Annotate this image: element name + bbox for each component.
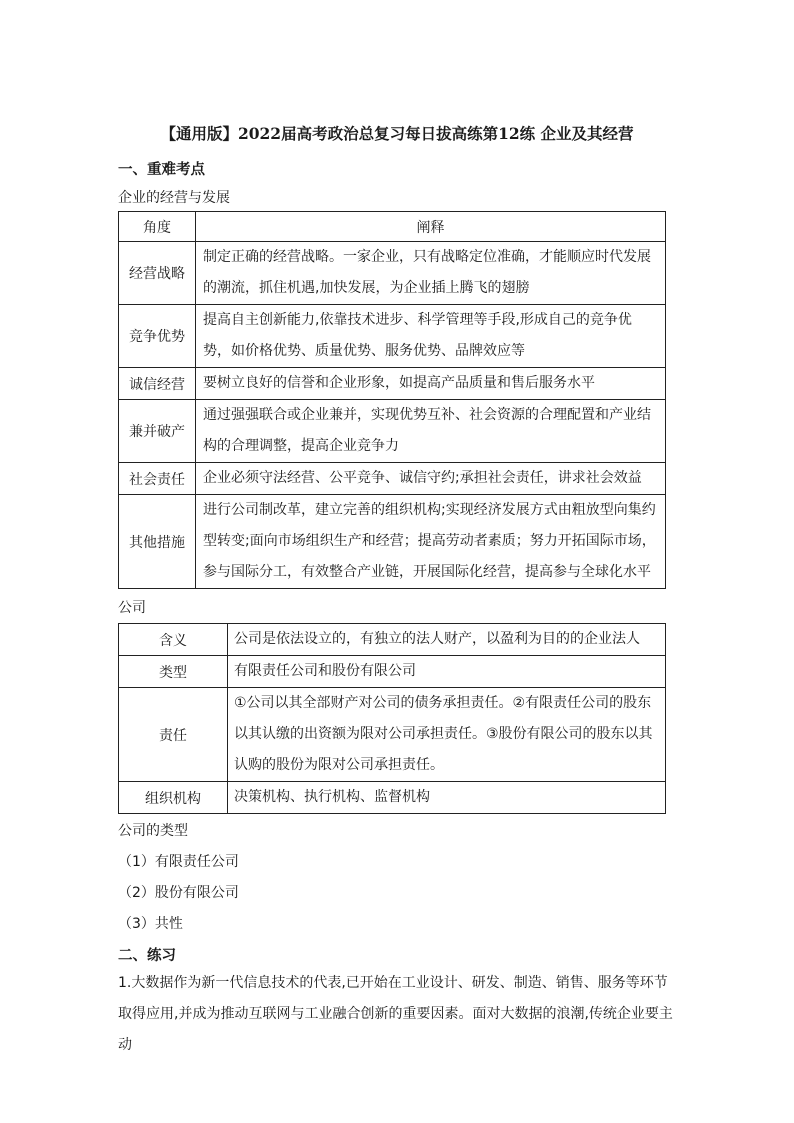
row-key: 类型 [119, 656, 228, 688]
row-value: 提高自主创新能力,依靠技术进步、科学管理等手段,形成自己的竞争优势，如价格优势、质量优势、服务优势、品牌效应等 [196, 305, 666, 368]
row-key: 社会责任 [119, 463, 196, 495]
row-value: 进行公司制改革，建立完善的组织机构;实现经济发展方式由粗放型向集约型转变;面向市场组织生产和经营；提高劳动者素质；努力开拓国际市场，参与国际分工，有效整合产业链，开展国际化经营，提高参与全球化水平 [196, 495, 666, 589]
subheading-enterprise-development: 企业的经营与发展 [118, 190, 230, 206]
table-row [119, 782, 666, 814]
table-row [119, 305, 666, 368]
row-key: 诚信经营 [119, 368, 196, 400]
row-key: 其他措施 [119, 495, 196, 589]
row-value: 制定正确的经营战略。一家企业，只有战略定位准确，才能顺应时代发展的潮流，抓住机遇,加快发展，为企业插上腾飞的翅膀 [196, 242, 666, 305]
row-key: 含义 [119, 624, 228, 656]
table-row [119, 656, 666, 688]
table-row [119, 368, 666, 400]
list-item: （1）有限责任公司 [118, 854, 239, 870]
row-key: 责任 [119, 688, 228, 782]
list-item: （3）共性 [118, 916, 183, 932]
subheading-company: 公司 [118, 600, 146, 616]
table-row [119, 400, 666, 463]
row-value: 通过强强联合或企业兼并，实现优势互补、社会资源的合理配置和产业结构的合理调整，提高企业竞争力 [196, 400, 666, 463]
table-row [119, 463, 666, 495]
row-value: 公司是依法设立的，有独立的法人财产，以盈利为目的的企业法人 [228, 624, 666, 656]
question-1-text: 1.大数据作为新一代信息技术的代表,已开始在工业设计、研发、制造、销售、服务等环节取得应用,并成为推动互联网与工业融合创新的重要因素。面对大数据的浪潮,传统企业要主动 [118, 975, 673, 1053]
table-row [119, 624, 666, 656]
header-cell-explanation: 阐释 [196, 212, 666, 242]
list-item: （2）股份有限公司 [118, 885, 239, 901]
row-value: 要树立良好的信誉和企业形象，如提高产品质量和售后服务水平 [196, 368, 666, 400]
subheading-company-types: 公司的类型 [118, 823, 188, 839]
row-key: 竞争优势 [119, 305, 196, 368]
row-key: 兼并破产 [119, 400, 196, 463]
enterprise-strategy-table [118, 211, 666, 589]
section-heading-exercises: 二、练习 [118, 948, 176, 964]
row-value: 企业必须守法经营、公平竞争、诚信守约;承担社会责任，讲求社会效益 [196, 463, 666, 495]
row-key: 组织机构 [119, 782, 228, 814]
section-heading-key-points: 一、重难考点 [118, 162, 205, 178]
question-paragraph [118, 968, 676, 1061]
header-cell-angle: 角度 [119, 212, 196, 242]
row-key: 经营战略 [119, 242, 196, 305]
table-row [119, 688, 666, 782]
table-row [119, 242, 666, 305]
row-value: ①公司以其全部财产对公司的债务承担责任。②有限责任公司的股东以其认缴的出资额为限对公司承担责任。③股份有限公司的股东以其认购的股份为限对公司承担责任。 [228, 688, 666, 782]
company-table [118, 623, 666, 814]
row-value: 有限责任公司和股份有限公司 [228, 656, 666, 688]
table-header-row [119, 212, 666, 242]
row-value: 决策机构、执行机构、监督机构 [228, 782, 666, 814]
table-row [119, 495, 666, 589]
page-title: 【通用版】2022届高考政治总复习每日拔高练第12练 企业及其经营 [160, 124, 634, 143]
